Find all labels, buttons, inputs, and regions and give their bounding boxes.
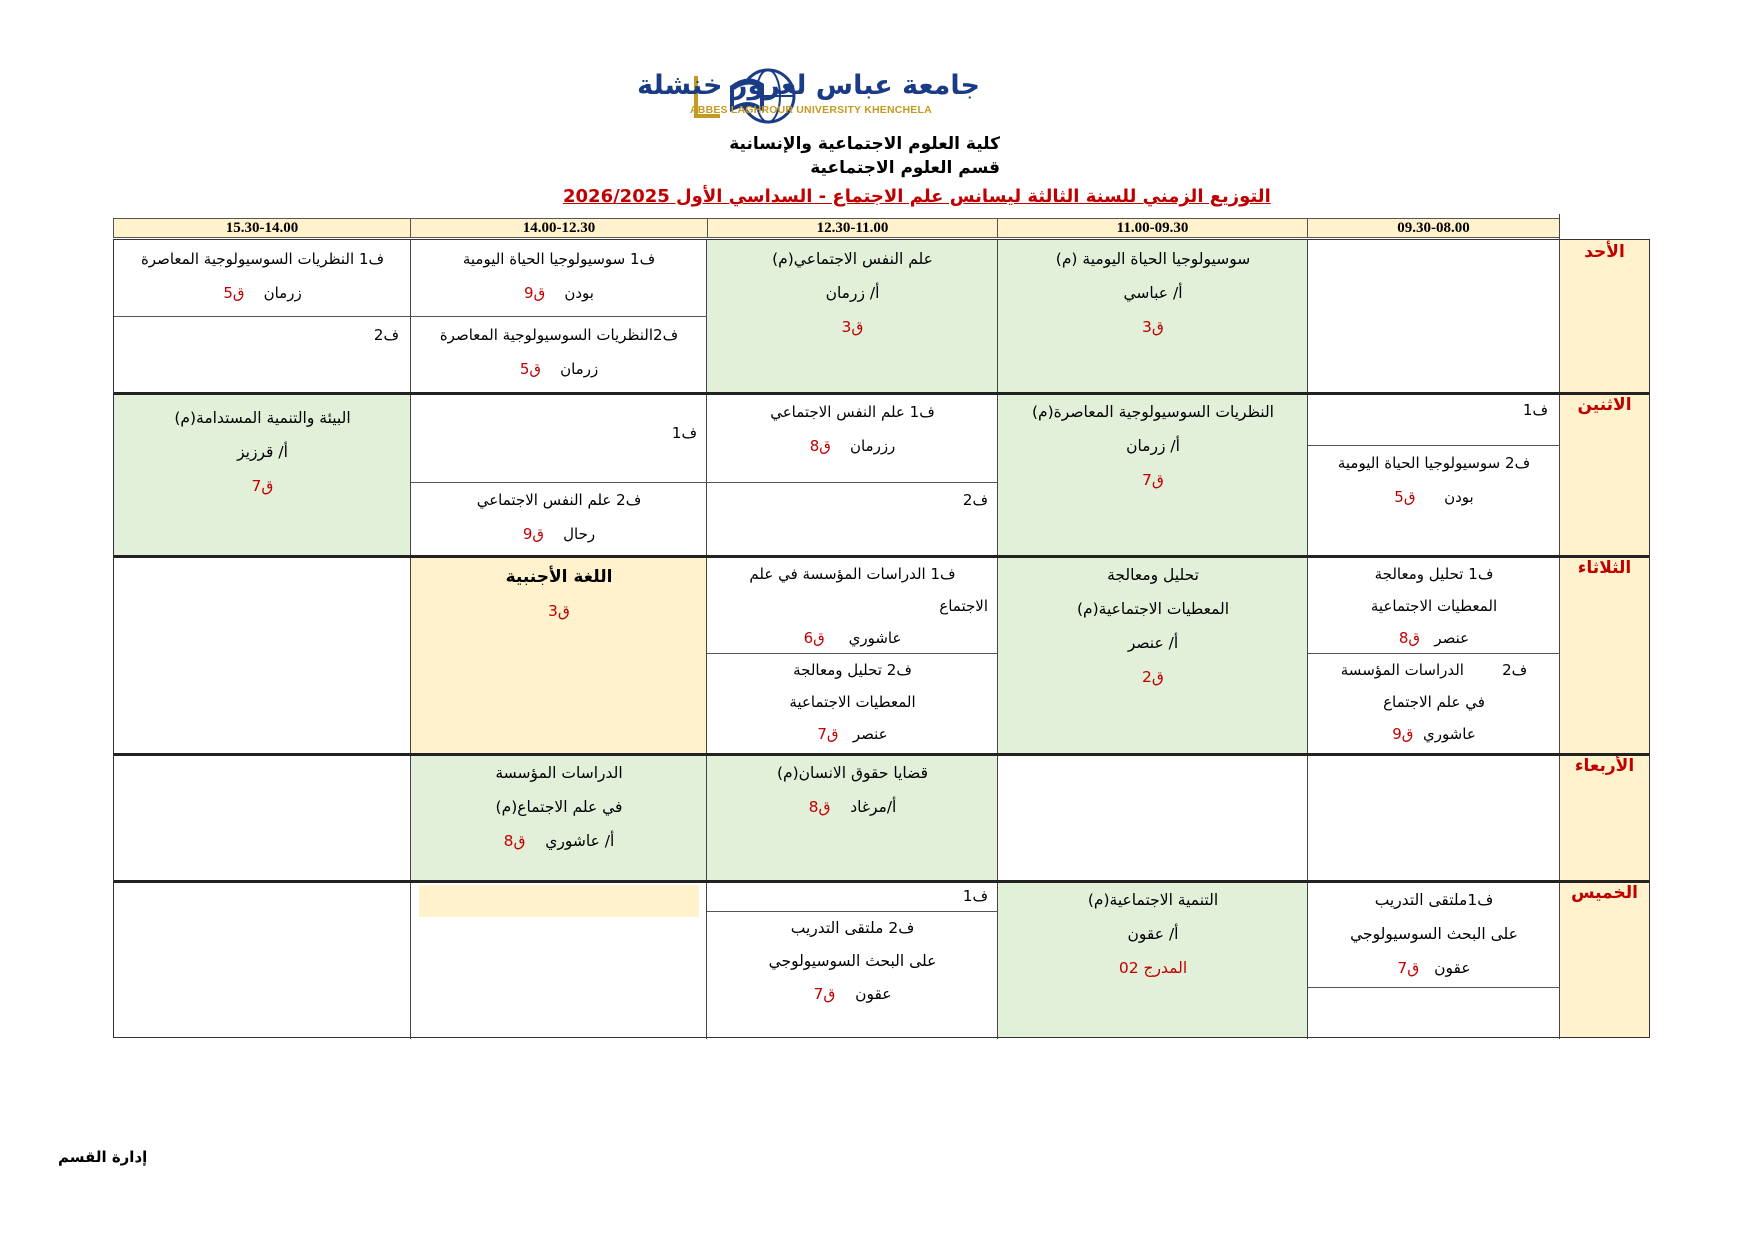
logo-arabic-name: جامعة عباس لغرور خنشلة — [637, 70, 980, 101]
time-slot-3: 12.30-11.00 — [707, 218, 998, 238]
sun-slot3-lecture — [707, 242, 998, 344]
course-name: التنمية الاجتماعية(م) — [1087, 891, 1219, 909]
teacher-name: عقون — [1434, 959, 1471, 977]
course-name: قضايا حقوق الانسان(م) — [776, 764, 928, 782]
mon-slot2-lecture — [998, 395, 1308, 497]
course-name: علم النفس الاجتماعي(م) — [772, 250, 933, 268]
department-name: قسم العلوم الاجتماعية — [810, 158, 1000, 178]
thu-slot3-group2 — [707, 912, 998, 1011]
room-number: ق3 — [841, 318, 864, 336]
teacher-name: أ/مرغاد — [850, 798, 897, 816]
department-administration: إدارة القسم — [58, 1148, 148, 1166]
tue-slot2-lecture — [998, 558, 1308, 694]
sun-slot4-group1 — [411, 242, 707, 310]
room-number: ق8 — [808, 798, 831, 816]
mon-slot3-group1 — [707, 395, 998, 463]
course-name: الدراسات المؤسسة — [1340, 661, 1464, 679]
faculty-name: كلية العلوم الاجتماعية والإنسانية — [729, 134, 1000, 154]
day-sunday: الأحد — [1560, 240, 1649, 393]
sun-slot5-group1 — [114, 242, 411, 310]
course-name: ف2 علم النفس الاجتماعي — [476, 491, 642, 509]
mon-slot1-group1 — [1308, 393, 1560, 427]
teacher-name: أ/ عاشوري — [545, 832, 615, 850]
mon-slot1-group2 — [1308, 446, 1560, 514]
day-tuesday: الثلاثاء — [1560, 556, 1649, 754]
university-logo — [637, 66, 1080, 130]
course-name-cont: في علم الاجتماع — [1383, 693, 1485, 711]
course-name: النظريات السوسيولوجية المعاصرة(م) — [1031, 403, 1274, 421]
course-name: تحليل ومعالجة — [1107, 566, 1199, 584]
thu-slot3-group1 — [707, 882, 998, 910]
group-label: ف1 — [962, 887, 988, 905]
group-label: ف1 — [1522, 401, 1548, 419]
course-name-cont: على البحث السوسيولوجي — [768, 952, 937, 970]
tue-slot3-group2 — [707, 654, 998, 750]
course-name-cont: على البحث السوسيولوجي — [1350, 925, 1518, 943]
room-number: ق7 — [813, 985, 836, 1003]
teacher-name: عنصر — [1434, 629, 1470, 647]
teacher-name: أ/ عباسي — [1123, 284, 1183, 302]
course-name: اللغة الأجنبية — [505, 567, 613, 587]
teacher-name: رحال — [563, 525, 596, 543]
wed-slot3-lecture — [707, 756, 998, 824]
sun-slot4-group2 — [411, 318, 707, 386]
course-name: ف2 تحليل ومعالجة — [793, 661, 912, 679]
course-name: الدراسات المؤسسة — [495, 764, 623, 782]
day-wednesday: الأربعاء — [1560, 754, 1649, 881]
teacher-name: أ/ زرمان — [825, 284, 880, 302]
room-number: ق3 — [1142, 318, 1164, 336]
thu-slot2-lecture — [998, 883, 1308, 985]
room-number: ق9 — [522, 525, 545, 543]
teacher-name: زرمان — [263, 284, 302, 302]
page-title: التوزيع الزمني للسنة الثالثة ليسانس علم الاجتماع - السداسي الأول 2026/2025 — [563, 186, 1271, 207]
teacher-name: عاشوري — [848, 629, 902, 647]
course-name: البيئة والتنمية المستدامة(م) — [174, 409, 351, 427]
teacher-name: أ/ عقون — [1127, 925, 1179, 943]
course-name: ف1 سوسيولوجيا الحياة اليومية — [462, 250, 656, 268]
schedule-table — [113, 239, 1650, 1038]
room-number: ق9 — [524, 284, 546, 302]
sub-row-divider — [1308, 987, 1560, 988]
course-name: ف2النظريات السوسيولوجية المعاصرة — [439, 326, 679, 344]
teacher-name: بودن — [564, 284, 594, 302]
course-name-cont: المعطيات الاجتماعية — [789, 693, 916, 711]
group-label: ف2 — [373, 326, 399, 344]
course-name: سوسيولوجيا الحياة اليومية (م) — [1055, 250, 1251, 268]
room-number: ق8 — [503, 832, 526, 850]
course-name: ف1 الدراسات المؤسسة في علم — [749, 565, 956, 583]
teacher-name: بودن — [1444, 488, 1474, 506]
course-name-cont: المعطيات الاجتماعية — [1370, 597, 1498, 615]
course-name: ف1 علم النفس الاجتماعي — [770, 403, 935, 421]
teacher-name: عنصر — [852, 725, 888, 743]
room-number: المدرج 02 — [1118, 959, 1188, 977]
tue-slot1-group1 — [1308, 558, 1560, 654]
logo-english-name: ABBES LAGHROUR UNIVERSITY KHENCHELA — [690, 104, 932, 116]
day-thursday: الخميس — [1560, 881, 1649, 1037]
room-number: ق9 — [1392, 725, 1414, 743]
room-number: ق7 — [1397, 959, 1420, 977]
time-slot-5: 15.30-14.00 — [113, 218, 411, 238]
time-slot-4: 14.00-12.30 — [410, 218, 708, 238]
group-label: ف2 — [1502, 661, 1528, 679]
tue-slot4-language — [411, 560, 707, 628]
room-number: ق7 — [251, 477, 274, 495]
course-name: ف1 تحليل ومعالجة — [1374, 565, 1494, 583]
tue-slot3-group1 — [707, 558, 998, 654]
mon-slot4-group1 — [411, 416, 707, 450]
time-slot-2: 11.00-09.30 — [997, 218, 1308, 238]
room-number: ق3 — [548, 602, 570, 620]
mon-slot5-lecture — [114, 401, 411, 503]
teacher-name: عقون — [855, 985, 892, 1003]
wed-slot4-lecture — [411, 756, 707, 858]
group-label: ف1 — [671, 424, 697, 442]
room-number: ق5 — [223, 284, 245, 302]
course-name: ف1 النظريات السوسيولوجية المعاصرة — [140, 250, 385, 268]
course-name-cont: المعطيات الاجتماعية(م) — [1076, 600, 1230, 618]
room-number: ق7 — [1142, 471, 1164, 489]
room-number: ق2 — [1142, 668, 1164, 686]
thu-slot4-highlight — [419, 885, 699, 917]
teacher-name: أ/ عنصر — [1127, 634, 1179, 652]
sub-row-divider — [114, 316, 707, 317]
room-number: ق8 — [1398, 629, 1421, 647]
teacher-name: أ/ زرمان — [1126, 437, 1180, 455]
room-number: ق6 — [803, 629, 825, 647]
mon-slot4-group2 — [411, 483, 707, 551]
time-slot-1: 09.30-08.00 — [1307, 218, 1560, 238]
day-monday: الاثنين — [1560, 393, 1649, 556]
tue-slot1-group2 — [1308, 654, 1560, 750]
room-number: ق8 — [809, 437, 831, 455]
course-name-cont: في علم الاجتماع(م) — [495, 798, 623, 816]
room-number: ق5 — [1394, 488, 1416, 506]
teacher-name: أ/ قرزيز — [237, 443, 288, 461]
course-name: ف2 ملتقى التدريب — [790, 919, 915, 937]
group-label: ف2 — [962, 491, 988, 509]
thu-slot1-group1 — [1308, 883, 1560, 985]
room-number: ق7 — [817, 725, 839, 743]
course-name-cont: الاجتماع — [939, 597, 988, 615]
sun-slot2-lecture — [998, 242, 1308, 344]
course-name: ف1ملتقى التدريب — [1374, 891, 1494, 909]
teacher-name: زرمان — [560, 360, 599, 378]
teacher-name: عاشوري — [1422, 725, 1476, 743]
sun-slot5-group2 — [114, 318, 411, 352]
mon-slot3-group2 — [707, 483, 998, 517]
course-name: ف2 سوسيولوجيا الحياة اليومية — [1337, 454, 1531, 472]
teacher-name: رزرمان — [849, 437, 896, 455]
room-number: ق5 — [519, 360, 541, 378]
